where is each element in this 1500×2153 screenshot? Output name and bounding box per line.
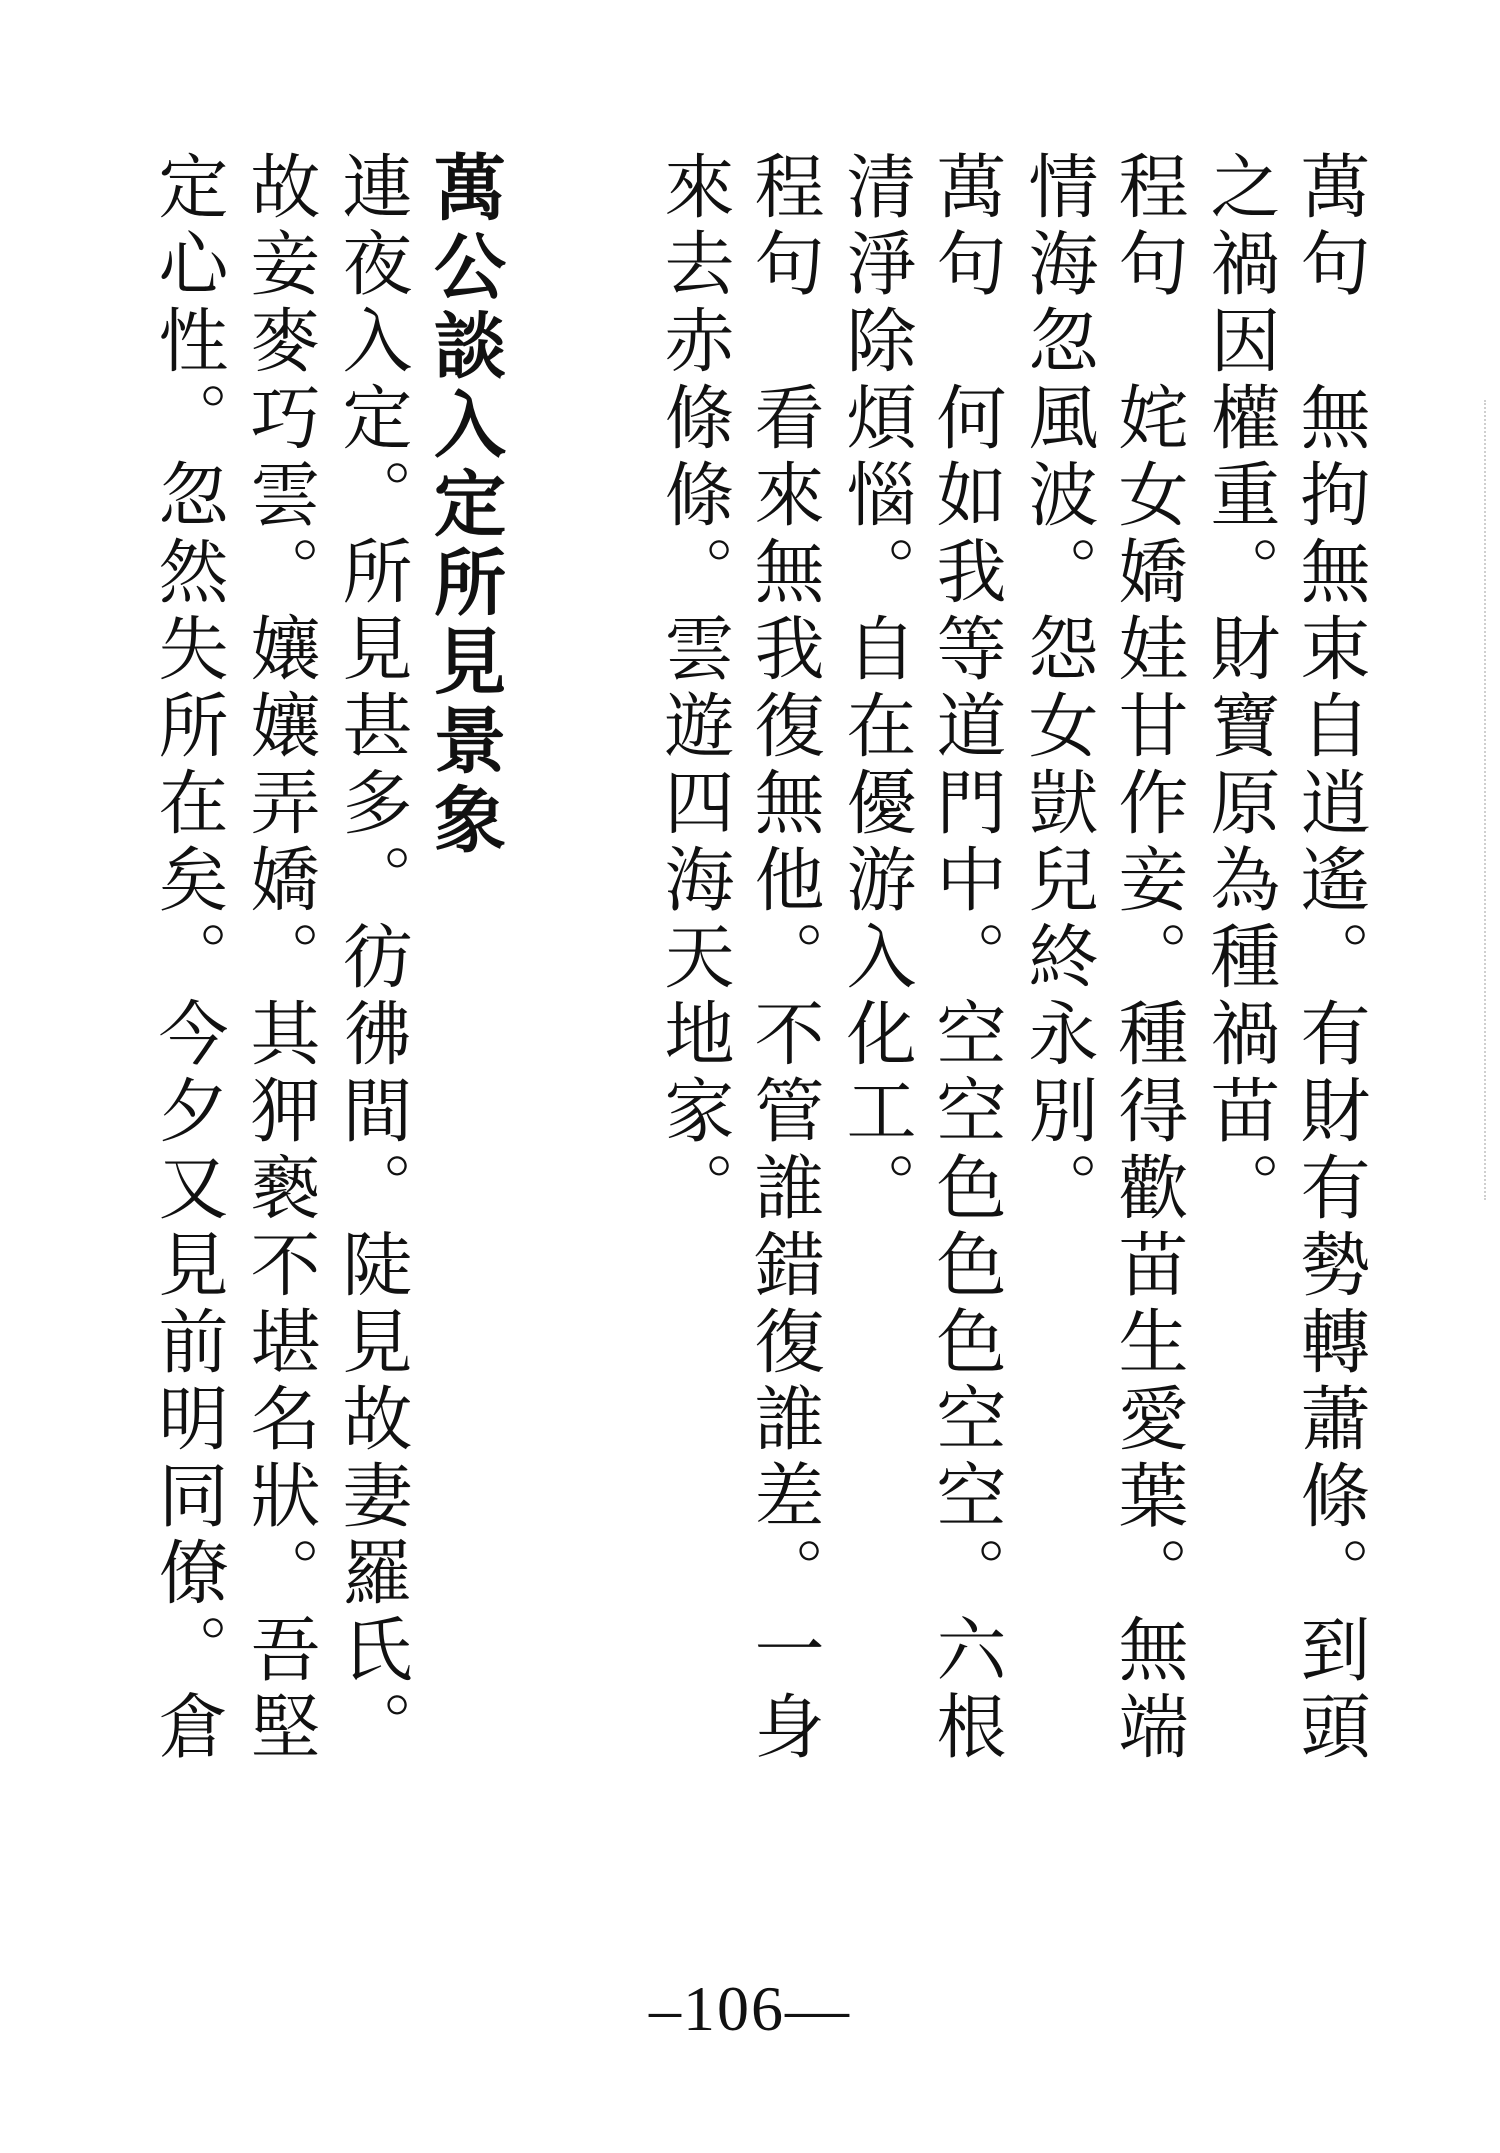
verse-column-7: 程句 看來無我復無他。不管誰錯復誰差。一身 xyxy=(743,150,825,1767)
verse-column-4: 情海忽風波。怨女獃兒終永別。 xyxy=(1017,150,1099,1228)
verse-column-6: 清淨除煩惱。自在優游入化工。 xyxy=(835,150,917,1228)
prose-column-3: 定心性。忽然失所在矣。今夕又見前明同僚。倉 xyxy=(147,150,229,1767)
scan-edge-noise xyxy=(1480,400,1486,1200)
prose-column-1: 連夜入定。所見甚多。彷彿間。陡見故妻羅氏。 xyxy=(331,150,413,1767)
verse-column-1: 萬句 無拘無束自逍遙。有財有勢轉蕭條。到頭 xyxy=(1289,150,1371,1767)
prose-column-2: 故妾麥巧雲。孃孃弄嬌。其狎褻不堪名狀。吾堅 xyxy=(239,150,321,1767)
section-title: 萬公談入定所見景象 xyxy=(422,150,506,861)
verse-column-8: 來去赤條條。雲遊四海天地家。 xyxy=(653,150,735,1228)
verse-column-5: 萬句 何如我等道門中。空空色色色空空。六根 xyxy=(925,150,1007,1767)
verse-column-2: 之禍因權重。財寶原為種禍苗。 xyxy=(1199,150,1281,1228)
page-number: –106— xyxy=(649,1973,851,2044)
verse-column-3: 程句 姹女嬌娃甘作妾。種得歡苗生愛葉。無端 xyxy=(1107,150,1189,1767)
